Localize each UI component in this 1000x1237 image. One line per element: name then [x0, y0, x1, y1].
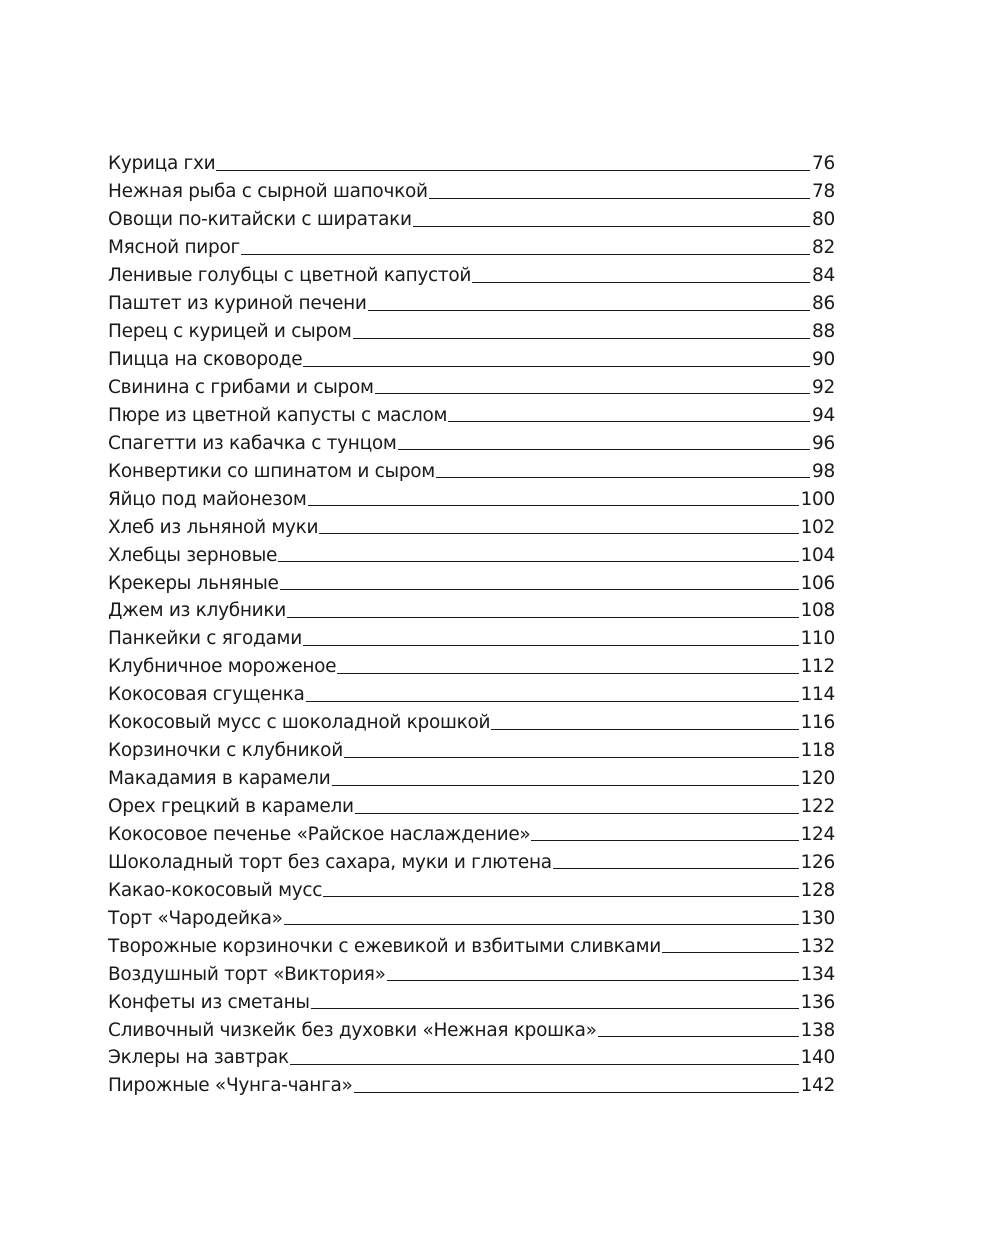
toc-entry-page-number: 118 [800, 740, 835, 762]
toc-entry [108, 565, 835, 593]
toc-leader-line [368, 310, 810, 311]
toc-entry-title: Мясной пирог [108, 237, 240, 259]
toc-entry-title: Ленивые голубцы с цветной капустой [108, 265, 472, 287]
toc-entry-title: Конвертики со шпинатом и сыром [108, 460, 435, 482]
toc-entry-title: Джем из клубники [108, 600, 286, 622]
toc-entry [108, 258, 835, 286]
toc-entry [108, 872, 835, 900]
toc-entry-title: Конфеты из сметаны [108, 991, 310, 1013]
toc-leader-line [387, 980, 799, 981]
toc-entry-title: Пирожные «Чунга-чанга» [108, 1075, 353, 1097]
toc-leader-line [332, 785, 799, 786]
toc-entry-page-number: 98 [812, 460, 835, 482]
toc-entry-title: Орех грецкий в карамели [108, 796, 354, 817]
toc-entry-title: Спагетти из кабачка с тунцом [108, 432, 397, 454]
toc-leader-line [303, 366, 810, 367]
toc-entry-page-number: 104 [800, 544, 835, 566]
toc-entry-title: Макадамия в карамели [108, 768, 331, 790]
toc-entry [108, 230, 835, 258]
toc-entry [108, 1068, 835, 1096]
toc-entry-page-number: 76 [812, 153, 835, 175]
toc-entry-title: Воздушный торт «Виктория» [108, 963, 386, 985]
toc-leader-line [448, 421, 810, 422]
toc-entry-page-number: 100 [800, 488, 835, 510]
toc-leader-line [311, 1008, 799, 1009]
toc-entry [108, 928, 835, 956]
toc-entry [108, 146, 835, 174]
toc-entry [108, 956, 835, 984]
toc-entry-title: Панкейки с ягодами [108, 628, 302, 650]
toc-entry [108, 481, 835, 509]
toc-entry [108, 314, 835, 342]
toc-leader-line [287, 617, 799, 618]
toc-leader-line [398, 449, 810, 450]
toc-entry [108, 900, 835, 928]
toc-entry [108, 174, 835, 202]
toc-leader-line [284, 924, 799, 925]
toc-entry [108, 789, 835, 817]
toc-entry-title: Крекеры льняные [108, 572, 279, 594]
toc-entry-title: Хлеб из льняной муки [108, 516, 319, 538]
toc-leader-line [436, 477, 810, 478]
toc-entry-title: Пицца на сковороде [108, 349, 303, 370]
toc-entry-page-number: 86 [812, 293, 835, 315]
toc-leader-line [553, 868, 799, 869]
toc-entry-page-number: 126 [800, 851, 835, 873]
toc-entry-title: Паштет из куриной печени [108, 293, 367, 315]
toc-entry [108, 677, 835, 705]
toc-entry-page-number: 114 [800, 684, 835, 706]
toc-entry [108, 397, 835, 425]
toc-leader-line [531, 840, 798, 841]
toc-entry-page-number: 140 [800, 1047, 835, 1069]
toc-entry-title: Свинина с грибами и сыром [108, 376, 374, 398]
toc-entry-page-number: 110 [800, 628, 835, 650]
toc-leader-line [303, 645, 799, 646]
toc-leader-line [353, 338, 811, 339]
toc-entry-title: Кокосовая сгущенка [108, 684, 305, 706]
toc-leader-line [323, 896, 798, 897]
toc-entry [108, 537, 835, 565]
toc-leader-line [662, 952, 799, 953]
toc-leader-line [375, 393, 810, 394]
toc-entry [108, 342, 835, 370]
toc-entry-title: Кокосовое печенье «Райское наслаждение» [108, 823, 531, 845]
toc-entry [108, 621, 835, 649]
toc-entry [108, 733, 835, 761]
toc-entry-page-number: 130 [800, 907, 835, 929]
toc-leader-line [413, 226, 810, 227]
toc-entry-title: Сливочный чизкейк без духовки «Нежная крошка» [108, 1019, 597, 1041]
toc-leader-line [278, 561, 798, 562]
toc-entry [108, 370, 835, 398]
toc-leader-line [308, 505, 799, 506]
toc-entry-page-number: 102 [800, 516, 835, 538]
toc-entry-page-number: 124 [800, 823, 835, 845]
table-of-contents [108, 146, 835, 1096]
toc-entry [108, 844, 835, 872]
toc-leader-line [319, 533, 798, 534]
toc-leader-line [429, 198, 810, 199]
toc-leader-line [306, 701, 799, 702]
toc-entry-title: Кокосовый мусс с шоколадной крошкой [108, 712, 491, 734]
toc-leader-line [280, 589, 799, 590]
toc-entry-title: Яйцо под майонезом [108, 488, 307, 510]
toc-entry [108, 649, 835, 677]
toc-entry-title: Эклеры на завтрак [108, 1047, 289, 1069]
toc-entry-page-number: 132 [800, 935, 835, 957]
toc-entry-title: Пюре из цветной капусты с маслом [108, 404, 448, 426]
toc-entry-page-number: 88 [812, 321, 835, 343]
toc-entry [108, 453, 835, 481]
toc-leader-line [491, 729, 798, 730]
toc-entry [108, 817, 835, 845]
toc-entry-page-number: 138 [800, 1019, 835, 1041]
toc-entry-page-number: 96 [812, 432, 835, 454]
toc-entry [108, 1040, 835, 1068]
toc-entry-page-number: 90 [812, 349, 835, 370]
toc-entry-title: Клубничное мороженое [108, 656, 337, 678]
toc-leader-line [241, 254, 810, 255]
toc-entry-page-number: 116 [800, 712, 835, 734]
toc-entry-title: Перец с курицей и сыром [108, 321, 352, 343]
toc-leader-line [216, 170, 810, 171]
toc-entry [108, 202, 835, 230]
toc-entry-title: Корзиночки с клубникой [108, 740, 343, 762]
toc-entry-page-number: 94 [812, 404, 835, 426]
toc-entry [108, 705, 835, 733]
toc-entry-page-number: 122 [800, 796, 835, 817]
toc-entry [108, 425, 835, 453]
toc-leader-line [337, 673, 798, 674]
toc-entry-title: Овощи по-китайски с ширатаки [108, 209, 412, 231]
toc-entry-page-number: 92 [812, 376, 835, 398]
toc-entry-page-number: 112 [800, 656, 835, 678]
toc-entry-title: Торт «Чародейка» [108, 907, 283, 929]
toc-entry-title: Хлебцы зерновые [108, 544, 278, 566]
toc-entry [108, 509, 835, 537]
toc-entry-page-number: 80 [812, 209, 835, 231]
toc-entry-page-number: 128 [800, 879, 835, 901]
toc-entry-page-number: 136 [800, 991, 835, 1013]
toc-leader-line [598, 1036, 799, 1037]
toc-entry-title: Курица гхи [108, 153, 216, 175]
toc-leader-line [290, 1064, 799, 1065]
toc-entry-title: Нежная рыба с сырной шапочкой [108, 181, 428, 203]
toc-entry-title: Какао-кокосовый мусс [108, 879, 323, 901]
toc-entry-title: Шоколадный торт без сахара, муки и глютена [108, 851, 552, 873]
toc-entry [108, 984, 835, 1012]
toc-entry [108, 761, 835, 789]
toc-leader-line [472, 282, 810, 283]
toc-entry [108, 1012, 835, 1040]
toc-entry-page-number: 82 [812, 237, 835, 259]
toc-entry-page-number: 120 [800, 768, 835, 790]
toc-leader-line [354, 1092, 799, 1093]
toc-entry-page-number: 78 [812, 181, 835, 203]
toc-leader-line [344, 757, 799, 758]
toc-entry-page-number: 106 [800, 572, 835, 594]
toc-entry-title: Творожные корзиночки с ежевикой и взбитыми сливками [108, 935, 661, 957]
toc-entry-page-number: 84 [812, 265, 835, 287]
toc-entry-page-number: 108 [800, 600, 835, 622]
toc-entry-page-number: 142 [800, 1075, 835, 1097]
toc-entry [108, 593, 835, 621]
toc-entry [108, 286, 835, 314]
toc-leader-line [355, 813, 799, 814]
toc-entry-page-number: 134 [800, 963, 835, 985]
